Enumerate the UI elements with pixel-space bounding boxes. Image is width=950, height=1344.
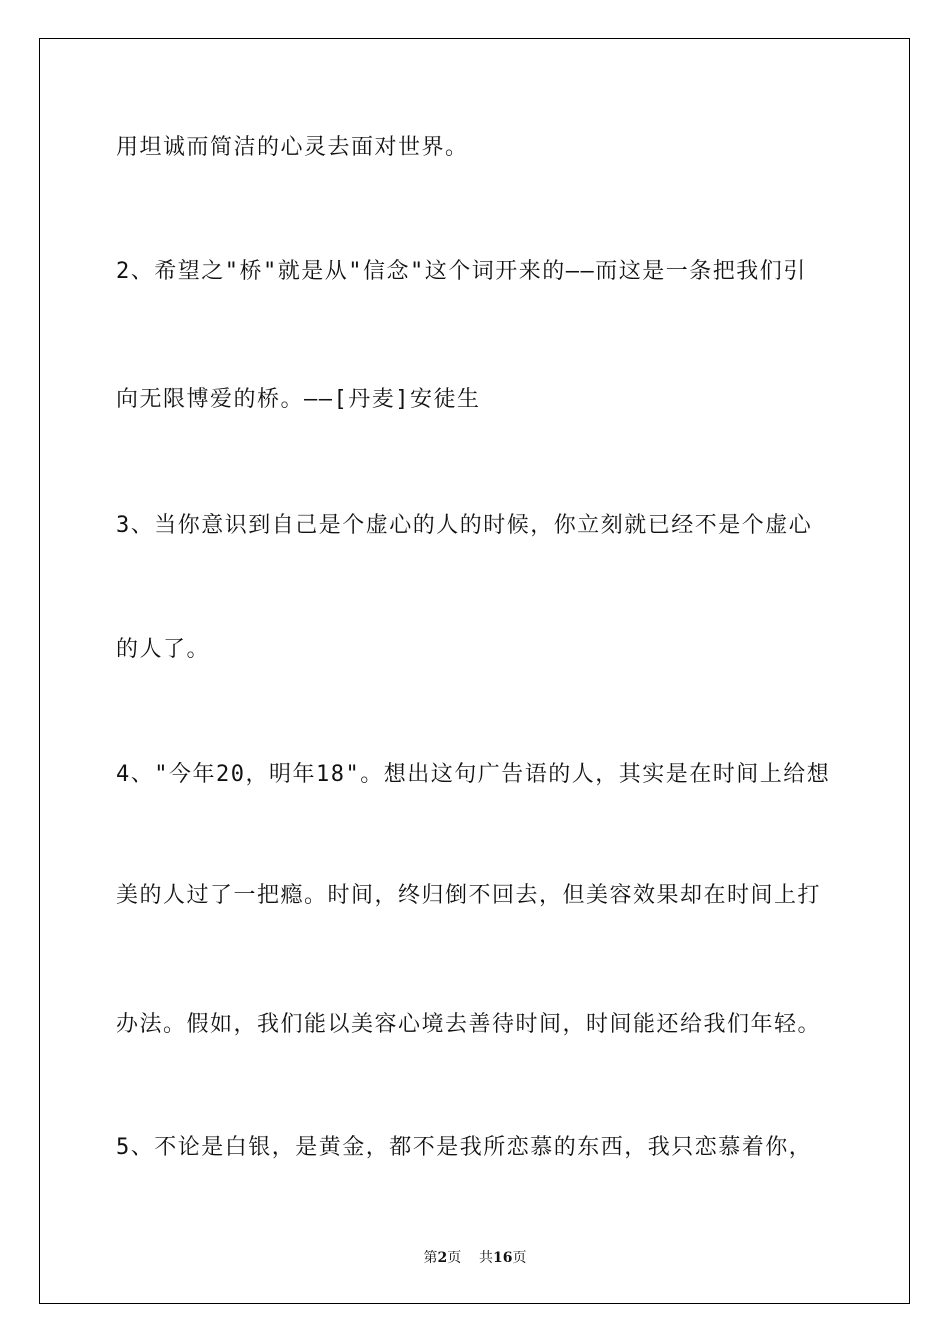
text-line: 美的人过了一把瘾。时间，终归倒不回去，但美容效果却在时间上打	[116, 883, 822, 908]
text-line: 办法。假如，我们能以美容心境去善待时间，时间能还给我们年轻。	[116, 1012, 822, 1037]
text-line: 的人了。	[116, 637, 211, 662]
total-prefix: 共	[479, 1250, 494, 1266]
text-line: 2、希望之"桥"就是从"信念"这个词开来的——而这是一条把我们引	[116, 259, 807, 284]
page-number: 2	[437, 1250, 448, 1266]
total-suffix: 页	[512, 1250, 527, 1266]
page-border	[39, 38, 910, 1304]
page-suffix: 页	[447, 1250, 462, 1266]
page-prefix: 第	[423, 1250, 438, 1266]
text-line: 5、不论是白银，是黄金，都不是我所恋慕的东西，我只恋慕着你，	[116, 1135, 813, 1160]
text-line: 3、当你意识到自己是个虚心的人的时候，你立刻就已经不是个虚心	[116, 513, 813, 538]
total-number: 16	[493, 1250, 513, 1266]
text-line: 向无限博爱的桥。——[丹麦]安徒生	[116, 387, 481, 412]
text-line: 用坦诚而简洁的心灵去面对世界。	[116, 135, 469, 160]
text-line: 4、"今年20，明年18"。想出这句广告语的人，其实是在时间上给想	[116, 762, 831, 787]
page-footer	[0, 1247, 950, 1267]
